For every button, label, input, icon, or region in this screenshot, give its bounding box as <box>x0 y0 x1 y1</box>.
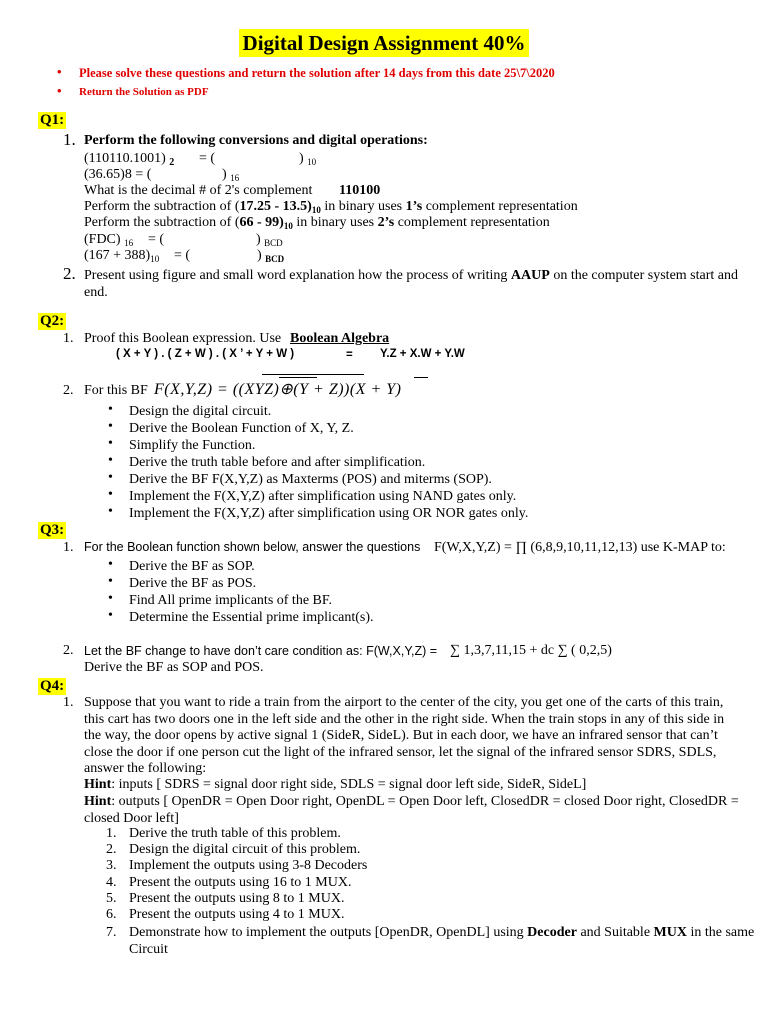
q4-hint-inputs: Hint: inputs [ SDRS = signal door right side, SDLS = signal door left side, SideR, SideL] <box>84 777 587 792</box>
q1-line3: What is the decimal # of 2's complement <box>84 183 313 198</box>
formula-overline-outer <box>262 374 364 375</box>
q3-item1-text: For the Boolean function shown below, answer the questions <box>84 540 421 554</box>
q1-line6-eq: = ( <box>148 232 165 247</box>
q4-task-6: Present the outputs using 4 to 1 MUX. <box>129 907 345 922</box>
bullet-dot: • <box>108 504 113 519</box>
q2-item2-text: For this BF <box>84 383 148 398</box>
q3-item2-text: Let the BF change to have don’t care condition as: F(W,X,Y,Z) = <box>84 644 438 658</box>
bullet-dot: • <box>108 557 113 572</box>
boolean-algebra-link[interactable]: Boolean Algebra <box>290 331 390 346</box>
q4-task-1: Derive the truth table of this problem. <box>129 826 341 841</box>
q1-line4: Perform the subtraction of $(17.25 - 13.5)_{10}$ in binary uses 1’s complement representation <box>84 199 578 215</box>
bullet-dot: • <box>108 487 113 502</box>
q2-item1-number: 1. <box>63 331 74 346</box>
q2-item2-number: 2. <box>63 383 74 398</box>
q1-item2-end: end. <box>84 285 108 300</box>
q3-item2-number: 2. <box>63 643 74 658</box>
q1-line2-close: ) $_{16}$ <box>222 167 240 183</box>
q2-item1-text: Proof this Boolean expression. Use <box>84 331 282 346</box>
q1-label: Q1: <box>40 112 65 128</box>
q1-line7-close: ) $_{BCD}$ <box>257 248 285 264</box>
q4-task-7-end: Circuit <box>129 942 168 957</box>
q1-item2-text: Present using figure and small word explanation how the process of writing AAUP on the computer system start and <box>84 268 738 283</box>
bullet-dot: • <box>57 83 62 98</box>
q3-label: Q3: <box>40 522 65 538</box>
q1-line6: (FDC) $_{16}$ <box>84 232 134 248</box>
bullet-dot: • <box>108 470 113 485</box>
q2-label: Q2: <box>40 313 65 329</box>
note-deadline: Please solve these questions and return the solution after 14 days from this date 25\7\2020 <box>79 66 555 80</box>
q4-item1-number: 1. <box>63 695 74 710</box>
bullet-dot: • <box>108 419 113 434</box>
q4-task-4: Present the outputs using 16 to 1 MUX. <box>129 875 352 890</box>
q1-line1: (110110.1001) $_2$ <box>84 151 175 168</box>
q1-line6-close: ) $_{BCD}$ <box>256 232 283 248</box>
q4-task-number: 2. <box>106 842 117 857</box>
q4-task-number: 7. <box>106 925 117 940</box>
q1-line7-eq: = ( <box>174 248 191 263</box>
q1-line3-value: 110100 <box>339 183 381 198</box>
q2-bullet-2: Derive the Boolean Function of X, Y, Z. <box>129 421 354 436</box>
q1-line1-eq: = ( <box>199 151 216 166</box>
q3-bullet-2: Derive the BF as POS. <box>129 576 257 591</box>
q4-task-5: Present the outputs using 8 to 1 MUX. <box>129 891 345 906</box>
q2-bullet-1: Design the digital circuit. <box>129 404 272 419</box>
q2-bullet-5: Derive the BF F(X,Y,Z) as Maxterms (POS) and miterms (SOP). <box>129 472 492 487</box>
q4-label: Q4: <box>40 678 65 694</box>
q3-item1-function: F(W,X,Y,Z) = ∏ (6,8,9,10,11,12,13) use K-MAP to: <box>434 540 726 555</box>
q4-task-2: Design the digital circuit of this problem. <box>129 842 361 857</box>
q2-expr-eq: = <box>346 349 353 361</box>
q3-bullet-4: Determine the Essential prime implicant(s). <box>129 610 374 625</box>
q3-item2-subtext: Derive the BF as SOP and POS. <box>84 660 264 675</box>
q2-boolean-formula: F(X,Y,Z) = ((XYZ)⊕(Y + Z))(X + Y) <box>154 381 402 398</box>
document-title: Digital Design Assignment 40% <box>239 29 530 57</box>
bullet-dot: • <box>108 402 113 417</box>
q2-bullet-7: Implement the F(X,Y,Z) after simplification using OR NOR gates only. <box>129 506 529 521</box>
q2-expr-right: Y.Z + X.W + Y.W <box>380 348 465 360</box>
q4-task-number: 4. <box>106 875 117 890</box>
q1-line1-close: ) $_{10}$ <box>299 151 317 167</box>
q4-task-7: Demonstrate how to implement the outputs [OpenDR, OpenDL] using Decoder and Suitable MUX in the same <box>129 925 755 940</box>
q4-task-3: Implement the outputs using 3-8 Decoders <box>129 858 368 873</box>
q2-expr-left: ( X + Y ) . ( Z + W ) . ( X ’ + Y + W ) <box>116 348 295 360</box>
q4-hint-outputs: Hint: outputs [ OpenDR = Open Door right, OpenDL = Open Door left, ClosedDR = closed Door right, ClosedDR = closed Door left] <box>84 794 739 826</box>
bullet-dot: • <box>108 608 113 623</box>
formula-overline-inner <box>279 377 317 378</box>
q3-bullet-1: Derive the BF as SOP. <box>129 559 255 574</box>
bullet-dot: • <box>57 64 62 79</box>
q4-task-number: 5. <box>106 891 117 906</box>
q1-line5: Perform the subtraction of $(66 - 99)_{10}$ in binary uses 2’s complement representation <box>84 215 550 231</box>
bullet-dot: • <box>108 591 113 606</box>
q4-scenario-paragraph: Suppose that you want to ride a train from the airport to the center of the city, you get one of the carts of this train, this cart has two doors one in the left side and the other in the right side. When the train stops in any of this side in the way, the door opens by active signal 1 (SideR, SideL). But in each door, we have an infrared sensor that can’t close the door if one person cut the light of the infrared sensor, let the signal of the infrared sensor SDRS, SDLS, answer the following: <box>84 695 725 776</box>
q1-item1-heading: Perform the following conversions and digital operations: <box>84 133 428 148</box>
bullet-dot: • <box>108 574 113 589</box>
q3-bullet-3: Find All prime implicants of the BF. <box>129 593 333 608</box>
q4-task-number: 1. <box>106 826 117 841</box>
formula-overline-x <box>414 377 428 378</box>
q1-line2: (36.65)8 = ( <box>84 167 152 182</box>
q1-item2-number: 2. <box>63 264 76 283</box>
q4-task-number: 3. <box>106 858 117 873</box>
q2-bullet-6: Implement the F(X,Y,Z) after simplification using NAND gates only. <box>129 489 517 504</box>
bullet-dot: • <box>108 436 113 451</box>
q4-task-number: 6. <box>106 907 117 922</box>
q3-item2-function: ∑ 1,3,7,11,15 + dc ∑ ( 0,2,5) <box>450 643 612 658</box>
q2-bullet-3: Simplify the Function. <box>129 438 256 453</box>
note-pdf: Return the Solution as PDF <box>79 86 209 98</box>
q2-bullet-4: Derive the truth table before and after simplification. <box>129 455 426 470</box>
bullet-dot: • <box>108 453 113 468</box>
q1-item1-number: 1. <box>63 130 76 149</box>
q3-item1-number: 1. <box>63 540 74 555</box>
q1-line7: $(167 + 388)_{10}$ <box>84 248 160 264</box>
